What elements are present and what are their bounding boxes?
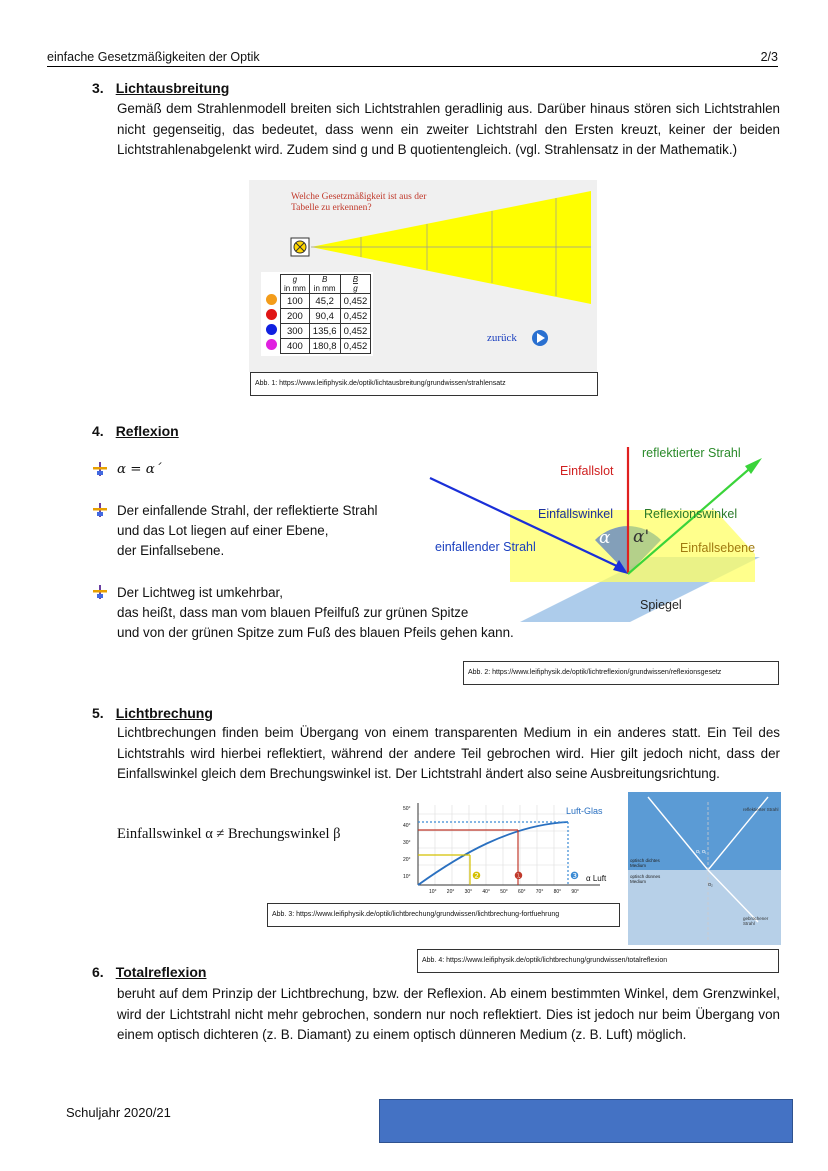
figure-caption-2: Abb. 2: https://www.leifiphysik.de/optik/lichtreflexion/grundwissen/reflexionsgesetz: [463, 661, 779, 685]
section-5-text: Lichtbrechungen finden beim Übergang von einem transparenten Medium in ein anderes statt. Ein Teil des Lichtstrahls wird hierbei reflektiert, während der andere Teil gebrochen wird. Hier gilt jedoch nicht, dass der Einfallswinkel gleich dem Brechungswinkel ist. Der Lichtstrahl ändert also seine Ausbreitungsrichtung.: [117, 725, 780, 781]
section-6-heading: 6. Totalreflexion: [92, 964, 207, 980]
figure-question: Welche Gesetzmäßigkeit ist aus der Tabelle zu erkennen?: [291, 192, 427, 213]
graph-xticks: 10° 20° 30° 40° 50° 60° 70° 80° 90°: [429, 889, 579, 895]
bullet-reversible: Der Lichtweg ist umkehrbar, das heißt, dass man vom blauen Pfeilfuß zur grünen Spitze und von der grünen Spitze zum Fuß des blauen Pfeils gehen kann.: [117, 583, 514, 643]
table-row: 300 135,6 0,452: [263, 324, 371, 339]
label-refracted: gebrochener Strahl: [743, 916, 769, 926]
label-dense: optisch dichtes Medium: [630, 858, 660, 868]
label-incidence-angle: Einfallswinkel: [538, 507, 614, 521]
color-dot-magenta: [266, 339, 277, 350]
table-row: 400 180,8 0,452: [263, 339, 371, 354]
section-title: Lichtausbreitung: [115, 80, 230, 96]
back-link[interactable]: zurück: [487, 332, 517, 344]
figure-total-reflection: [628, 792, 781, 945]
marker-1: ❶: [514, 871, 523, 882]
table-row: 100 45,2 0,452: [263, 294, 371, 309]
label-mirror: Spiegel: [640, 598, 682, 612]
page-number: 2/3: [760, 50, 778, 64]
label-reflected: reflektierter Strahl: [743, 807, 779, 812]
label-incident-ray: einfallender Strahl: [435, 540, 536, 554]
marker-2: ❷: [472, 871, 481, 882]
label-a2: α₂: [708, 882, 713, 888]
section-5-heading: 5. Lichtbrechung: [92, 705, 213, 721]
footer-year: Schuljahr 2020/21: [66, 1105, 171, 1120]
refraction-formula: Einfallswinkel α ≠ Brechungswinkel β: [117, 826, 341, 842]
page-header: [47, 50, 778, 67]
section-3-text: Gemäß dem Strahlenmodell breiten sich Lichtstrahlen geradlinig aus. Darüber hinaus stören sich Lichtstrahlen nicht gegenseitig, das bedeutet, dass wenn ein zweiter Lichtstrahl den Ersten kreuzt, keiner der beiden Lichtstrahlenabgelenkt wird. Zudem sind g und B quotientengleich. (vgl. Strahlensatz in der Mathematik.): [117, 101, 780, 157]
bullet-icon: [93, 585, 107, 599]
section-number: 3.: [92, 80, 104, 96]
bullet-angle-equality: α = α´: [117, 460, 162, 480]
col-b: B in mm: [309, 275, 340, 294]
label-reflected-ray: reflektierter Strahl: [642, 446, 741, 460]
label-alpha: α: [599, 528, 611, 548]
graph-yticks: 50° 40° 30° 20° 10°: [403, 806, 411, 880]
label-normal: Einfallslot: [560, 464, 614, 478]
marker-3: ❸: [570, 871, 579, 882]
footer-box: [379, 1099, 793, 1143]
figure-caption-4: Abb. 4: https://www.leifiphysik.de/optik/lichtbrechung/grundwissen/totalreflexion: [417, 949, 779, 973]
section-3-heading: [92, 80, 229, 96]
figure-reflection: [425, 442, 785, 622]
label-a1: α₁ α₁: [696, 849, 707, 855]
section-6-text: beruht auf dem Prinzip der Lichtbrechung, bzw. der Reflexion. Ab einem bestimmten Winkel, dem Grenzwinkel, wird der Lichtstrahl nicht mehr gebrochen, sondern nur noch reflektiert. Dies ist jedoch nur beim Übergang von einem optisch dichteren (z. B. Diamant) zu einem optisch dünneren Medium (z. B. Luft) möglich.: [117, 986, 780, 1042]
bullet-plane: Der einfallende Strahl, der reflektierte Strahl und das Lot liegen auf einer Ebene, der Einfallsebene.: [117, 501, 378, 561]
table-row: 200 90,4 0,452: [263, 309, 371, 324]
graph-xaxis-label: α Luft: [586, 874, 607, 883]
label-plane: Einfallsebene: [680, 541, 756, 555]
section-4-heading: 4. Reflexion: [92, 423, 179, 439]
header-title: einfache Gesetzmäßigkeiten der Optik: [47, 50, 260, 64]
bullet-icon: [93, 462, 107, 476]
bullet-icon: [93, 503, 107, 517]
col-q: B g: [340, 275, 371, 294]
figure-refraction-graph: [400, 800, 625, 900]
graph-label: Luft-Glas: [566, 806, 603, 816]
col-g: g in mm: [281, 275, 310, 294]
color-dot-orange: [266, 294, 277, 305]
label-thin: optisch dünnes Medium: [630, 874, 661, 884]
label-alpha-prime: α': [633, 527, 650, 547]
color-dot-red: [266, 309, 277, 320]
color-dot-blue: [266, 324, 277, 335]
figure-caption-1: Abb. 1: https://www.leifiphysik.de/optik/lichtausbreitung/grundwissen/strahlensatz: [250, 372, 598, 396]
figure-caption-3: Abb. 3: https://www.leifiphysik.de/optik/lichtbrechung/grundwissen/lichtbrechung-fortfuehrung: [267, 903, 620, 927]
figure-strahlensatz: [249, 180, 597, 372]
data-table: [261, 272, 373, 356]
label-reflection-angle: Reflexionswinkel: [644, 507, 738, 521]
